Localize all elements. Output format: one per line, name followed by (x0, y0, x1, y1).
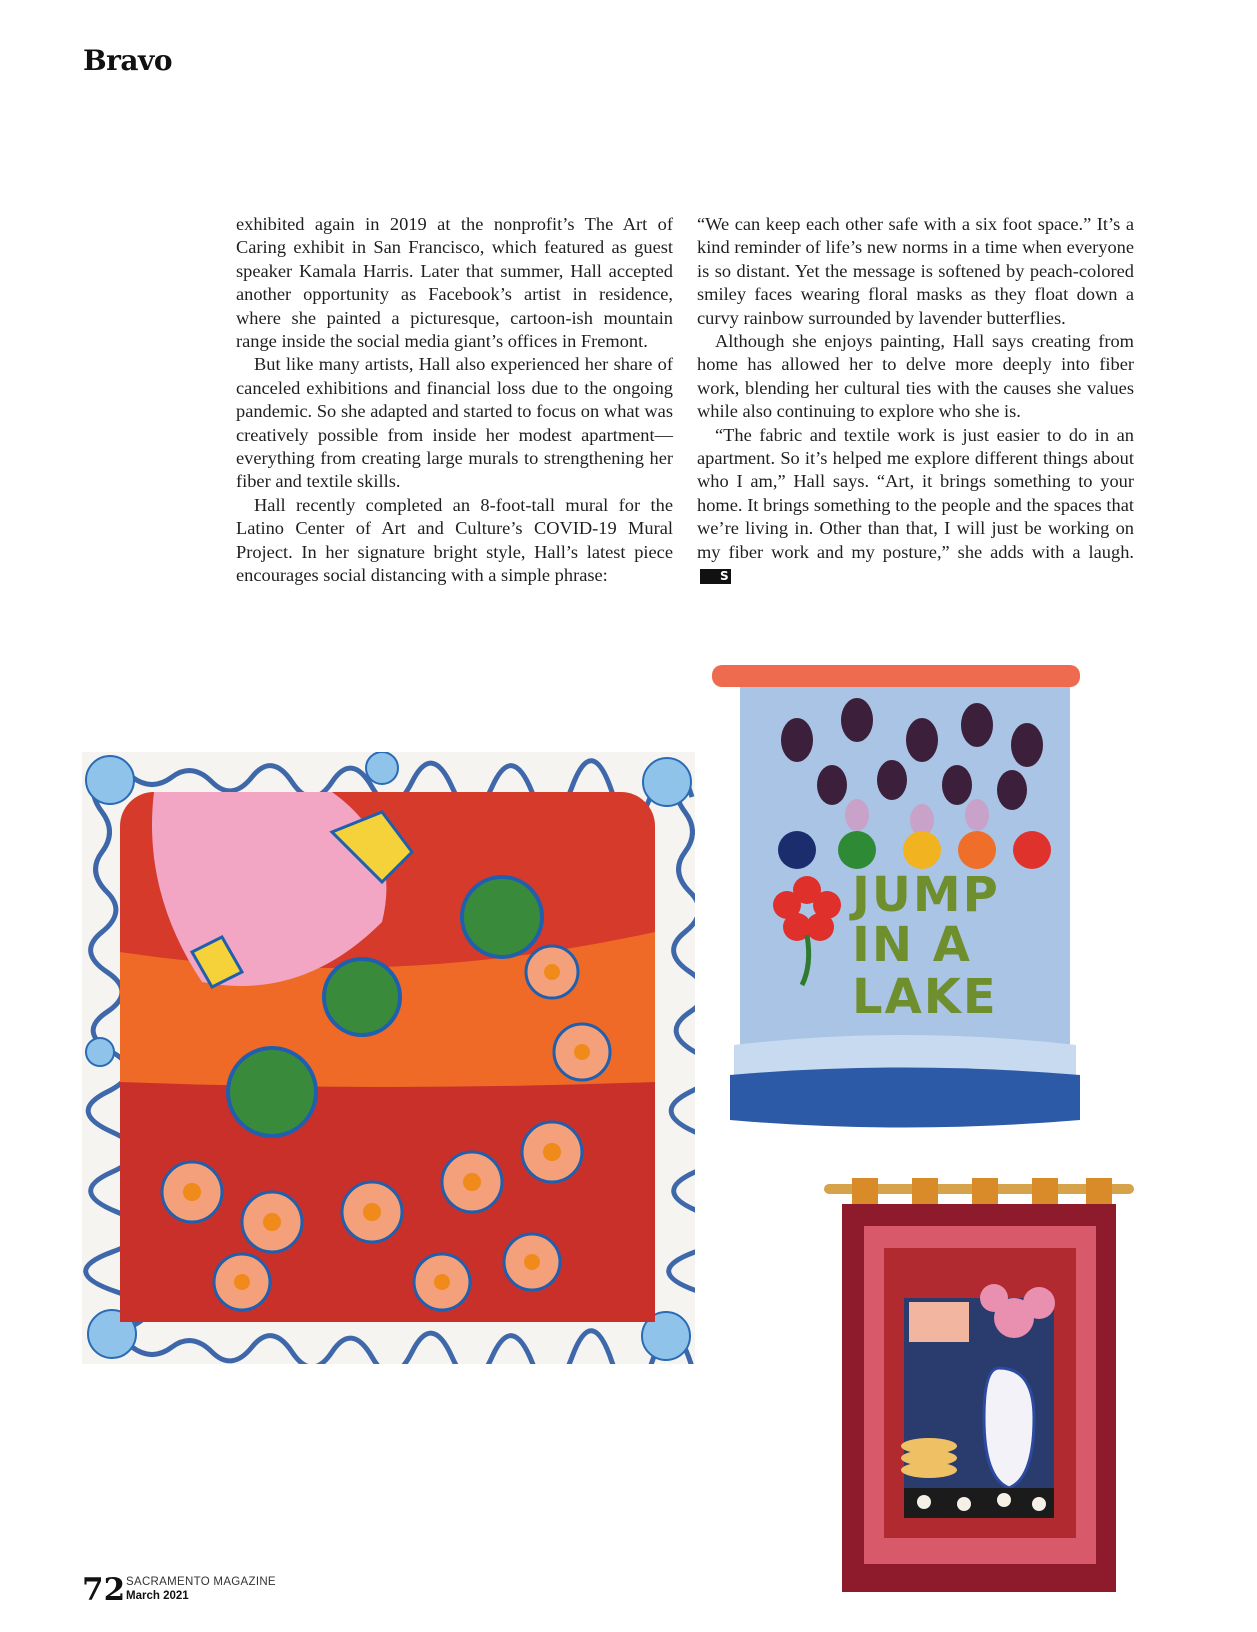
paragraph: Although she enjoys painting, Hall says creating from home has allowed her to delve more deeply into fiber work, blending her cultural ties with the causes she values while also continuing to explore who she is. (697, 331, 1134, 422)
mural-painting-image (82, 752, 695, 1364)
magazine-name: SACRAMENTO MAGAZINE (126, 1576, 276, 1588)
article-column-right (697, 213, 1134, 588)
paragraph: But like many artists, Hall also experienced her share of canceled exhibitions and financial loss due to the ongoing pandemic. So she adapted and started to focus on what was creatively possible from inside her modest apartment—everything from creating large murals to strengthening her fiber and textile skills. (236, 354, 673, 492)
paragraph: Hall recently completed an 8-foot-tall mural for the Latino Center of Art and Culture’s COVID-19 Mural Project. In her signature bright style, Hall’s latest piece encourages social distancing with a simple phrase: (236, 494, 673, 586)
weaving-text-line: JUMP (852, 867, 1000, 923)
paragraph: exhibited again in 2019 at the nonprofit’s The Art of Caring exhibit in San Francisco, which featured as guest speaker Kamala Harris. Later that summer, Hall accepted another opportunity as Facebook’s artist in residence, where she painted a picturesque, cartoon-ish mountain range inside the social media giant’s offices in Fremont. (236, 214, 673, 352)
paragraph: “We can keep each other safe with a six foot space.” It’s a kind reminder of life’s new norms in a time when everyone is so distant. Yet the message is softened by peach-colored smiley faces wearing floral masks as they float down a curvy rainbow surrounded by lavender butterflies. (697, 214, 1134, 328)
tapestry-weaving-image (824, 1178, 1134, 1596)
jump-in-a-lake-weaving-image (712, 665, 1092, 1130)
paragraph-last (697, 424, 1134, 588)
end-mark-icon: S (700, 569, 731, 584)
section-label: Bravo (83, 44, 173, 77)
weaving-text-line: LAKE (852, 969, 998, 1025)
page-number: 72 (82, 1572, 126, 1608)
article-column-left (236, 213, 673, 588)
issue-date: March 2021 (126, 1590, 189, 1602)
paragraph-text: “The fabric and textile work is just easier to do in an apartment. So it’s helped me explore different things about who I am,” Hall says. “Art, it brings something to your home. It brings something to the people and the spaces that we’re living in. Other than that, I will just be working on my fiber work and my posture,” she adds with a laugh. (697, 424, 1134, 562)
weaving-text-line: IN A (852, 917, 972, 973)
